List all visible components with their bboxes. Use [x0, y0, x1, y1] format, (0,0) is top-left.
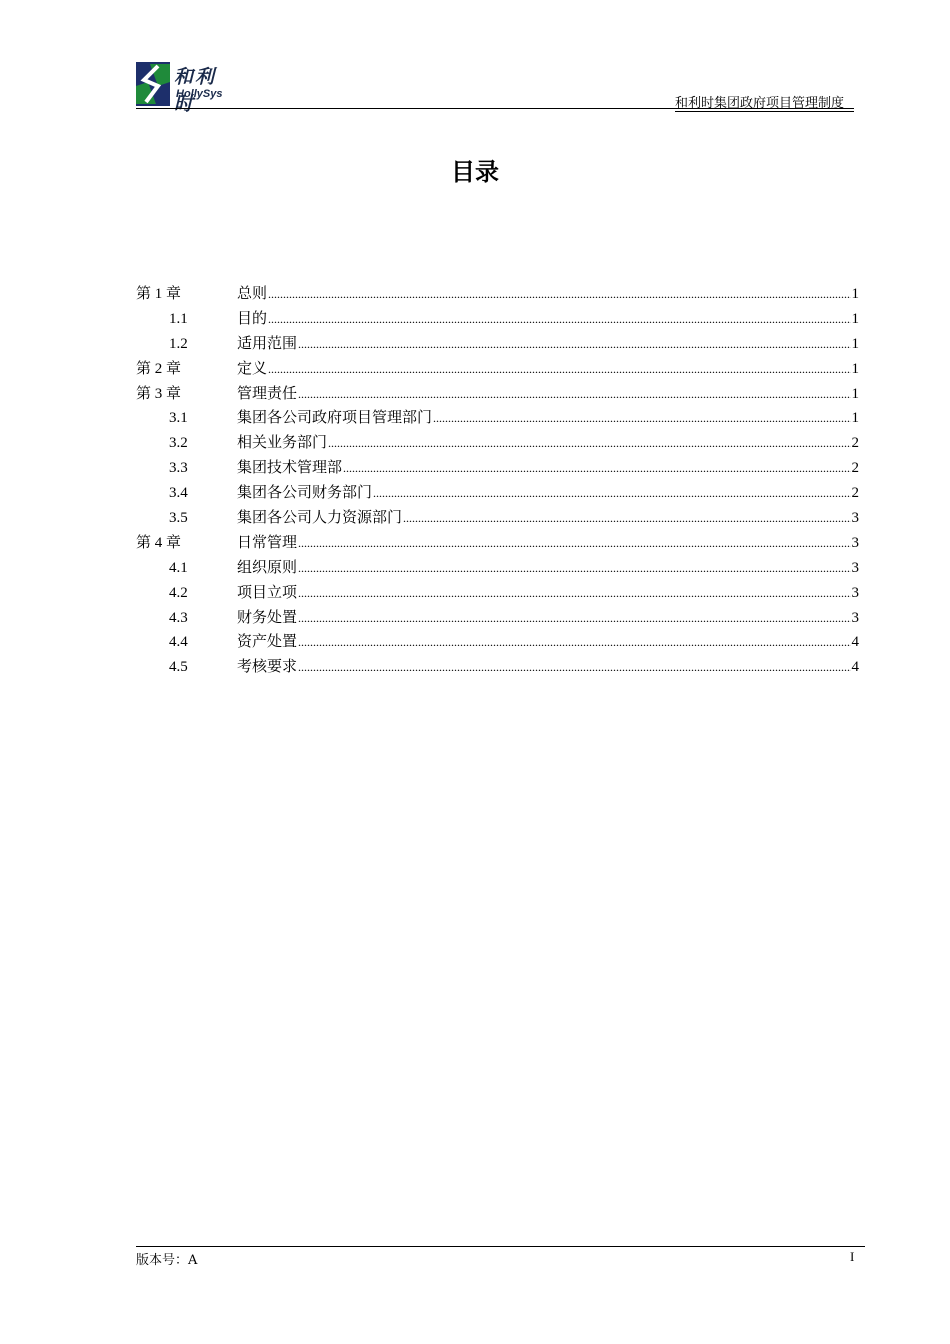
- toc-entry-label: 集团各公司财务部门: [237, 485, 373, 502]
- toc-entry-number: 1.2: [169, 335, 188, 352]
- toc-entry-number: 3.3: [169, 460, 188, 477]
- toc-entry-label: 相关业务部门: [237, 435, 328, 452]
- toc-dot-leader: [268, 311, 850, 328]
- toc-entry-number: 3.1: [169, 410, 188, 427]
- toc-entry[interactable]: [136, 357, 859, 382]
- toc-entry-number: 第 2 章: [136, 360, 182, 377]
- footer-divider: [136, 1246, 865, 1247]
- toc-entry[interactable]: [136, 406, 859, 431]
- toc-dot-leader: [298, 585, 850, 602]
- toc-entry[interactable]: [136, 506, 859, 531]
- toc-entry[interactable]: [136, 282, 859, 307]
- toc-entry-page: 3: [851, 510, 859, 527]
- toc-dot-leader: [343, 460, 850, 477]
- toc-entry-number: 3.4: [169, 485, 188, 502]
- toc-entry-number: 3.5: [169, 510, 188, 527]
- toc-entry-number: 1.1: [169, 310, 188, 327]
- table-of-contents: [136, 282, 859, 680]
- toc-entry-number: 4.4: [169, 634, 188, 651]
- toc-entry-page: 3: [851, 609, 859, 626]
- toc-entry-page: 3: [851, 559, 859, 576]
- toc-dot-leader: [268, 361, 850, 378]
- toc-entry-number: 第 1 章: [136, 286, 182, 302]
- toc-entry-label: 日常管理: [237, 534, 298, 551]
- toc-entry-page: 1: [851, 335, 859, 352]
- toc-entry-page: 2: [851, 485, 859, 502]
- toc-entry[interactable]: [136, 307, 859, 332]
- hollysys-logo: [136, 62, 236, 115]
- toc-dot-leader: [433, 410, 850, 427]
- toc-entry-label: 总则: [237, 286, 268, 302]
- toc-entry-number: 4.1: [169, 559, 188, 576]
- toc-entry-label: 集团技术管理部: [237, 460, 343, 477]
- toc-entry-label: 管理责任: [237, 385, 298, 402]
- toc-dot-leader: [298, 336, 850, 353]
- toc-dot-leader: [298, 386, 850, 403]
- toc-entry[interactable]: [136, 531, 859, 556]
- toc-dot-leader: [298, 610, 850, 627]
- toc-entry-number: 第 4 章: [136, 534, 182, 551]
- toc-entry-label: 财务处置: [237, 609, 298, 626]
- toc-entry-page: 3: [851, 534, 859, 551]
- toc-entry[interactable]: [136, 332, 859, 357]
- toc-entry-label: 资产处置: [237, 634, 298, 651]
- page-header: [136, 60, 854, 115]
- toc-entry-label: 目的: [237, 310, 268, 327]
- toc-entry[interactable]: [136, 581, 859, 606]
- toc-entry-number: 3.2: [169, 435, 188, 452]
- toc-entry[interactable]: [136, 456, 859, 481]
- toc-dot-leader: [373, 485, 850, 502]
- toc-entry-page: 2: [851, 435, 859, 452]
- toc-entry-page: 1: [851, 360, 859, 377]
- toc-entry-number: 4.3: [169, 609, 188, 626]
- toc-entry[interactable]: [136, 382, 859, 407]
- toc-heading: 目录: [451, 158, 499, 186]
- toc-dot-leader: [403, 510, 850, 527]
- toc-entry-page: 3: [851, 584, 859, 601]
- toc-entry-page: 1: [851, 410, 859, 427]
- toc-entry-label: 集团各公司政府项目管理部门: [237, 410, 433, 427]
- toc-dot-leader: [268, 286, 850, 303]
- logo-mark-icon: [136, 62, 172, 106]
- toc-entry-label: 项目立项: [237, 584, 298, 601]
- toc-entry-label: 定义: [237, 360, 268, 377]
- toc-entry-page: 4: [851, 659, 859, 676]
- toc-entry-label: 适用范围: [237, 335, 298, 352]
- toc-dot-leader: [298, 560, 850, 577]
- toc-dot-leader: [328, 435, 850, 452]
- toc-entry-page: 1: [851, 310, 859, 327]
- logo-english-text: HollySys: [176, 88, 223, 100]
- toc-entry-number: 4.5: [169, 659, 188, 676]
- toc-entry-label: 组织原则: [237, 559, 298, 576]
- header-divider: [136, 108, 854, 109]
- toc-dot-leader: [298, 634, 850, 651]
- toc-entry[interactable]: [136, 481, 859, 506]
- toc-entry[interactable]: [136, 630, 859, 655]
- toc-entry-page: 2: [851, 460, 859, 477]
- toc-entry[interactable]: [136, 655, 859, 680]
- toc-entry-number: 第 3 章: [136, 385, 182, 402]
- toc-entry-page: 4: [851, 634, 859, 651]
- toc-entry-page: 1: [851, 286, 859, 302]
- version-label: 版本号：A: [136, 1253, 198, 1268]
- toc-entry-page: 1: [851, 385, 859, 402]
- toc-entry-label: 考核要求: [237, 659, 298, 676]
- toc-entry[interactable]: [136, 606, 859, 631]
- document-title: 和利时集团政府项目管理制度: [675, 92, 854, 112]
- toc-dot-leader: [298, 535, 850, 552]
- toc-entry-number: 4.2: [169, 584, 188, 601]
- toc-dot-leader: [298, 659, 850, 676]
- logo-chinese-text: 和利时: [174, 66, 217, 115]
- page-number: I: [850, 1249, 855, 1264]
- toc-entry[interactable]: [136, 556, 859, 581]
- toc-entry-label: 集团各公司人力资源部门: [237, 510, 403, 527]
- toc-entry[interactable]: [136, 431, 859, 456]
